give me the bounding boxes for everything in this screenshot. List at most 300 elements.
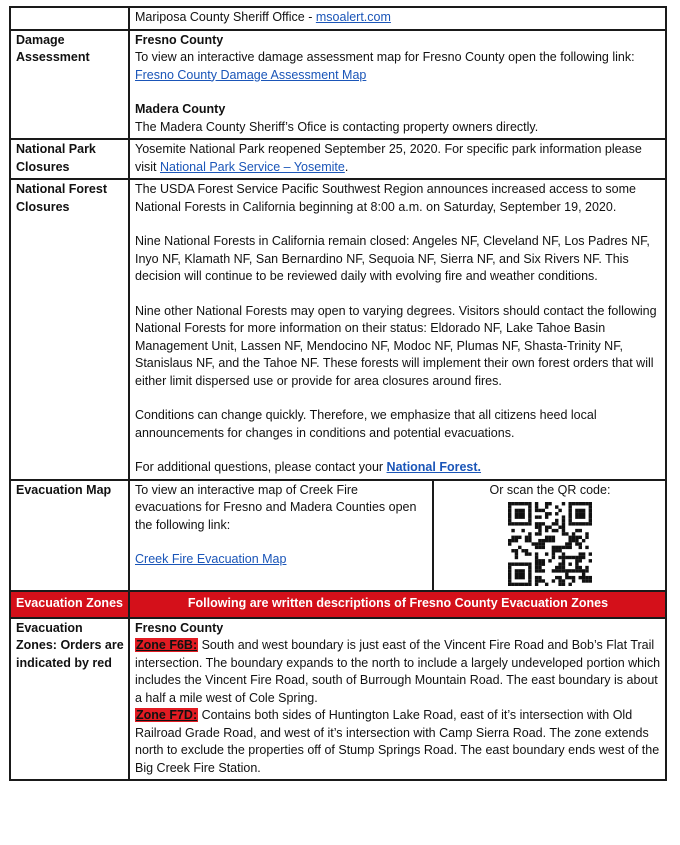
damage-assessment-label: Damage Assessment (10, 30, 129, 140)
qr-module (585, 576, 588, 579)
evacuation-map-text: To view an interactive map of Creek Fire evacuations for Fresno and Madera Counties open the following link: (135, 482, 417, 532)
qr-module (572, 579, 575, 582)
qr-module (521, 583, 524, 586)
qr-module (535, 576, 538, 579)
qr-module (511, 522, 514, 525)
qr-module (528, 532, 531, 535)
qr-module (511, 583, 514, 586)
qr-module (552, 579, 555, 582)
sheriff-text: Mariposa County Sheriff Office - (135, 10, 316, 24)
qr-module (582, 576, 585, 579)
qr-module (585, 566, 588, 569)
qr-module (562, 552, 565, 555)
forest-paragraph-3: Nine other National Forests may open to varying degrees. Visitors should contact the following National Forests for more information on their status: Eldorado NF, Lake Tahoe Basin Management Unit, Lassen NF, Mendocino NF, Modoc NF, Plumas NF, Shasta-Trinity NF, Stanislaus NF, and the Tahoe NF. These forests will implement their own forest orders that will either limit dispersed use or provide for area closures around fires. (135, 303, 657, 388)
qr-module (565, 569, 568, 572)
qr-module (538, 579, 541, 582)
qr-module (575, 569, 578, 572)
qr-module (568, 522, 571, 525)
qr-module (518, 583, 521, 586)
qr-module (521, 529, 524, 532)
qr-module (535, 566, 538, 569)
qr-module (568, 509, 571, 512)
creek-fire-map-link[interactable]: Creek Fire Evacuation Map (135, 552, 287, 566)
qr-module (535, 515, 538, 518)
fresno-county-heading: Fresno County (135, 32, 224, 47)
evacuation-zones-header-label: Evacuation Zones (10, 591, 129, 618)
qr-module (528, 536, 531, 539)
qr-module (562, 526, 565, 529)
qr-module (508, 579, 511, 582)
qr-module (575, 556, 578, 559)
qr-module (582, 556, 585, 559)
qr-module (515, 562, 518, 565)
qr-module (535, 505, 538, 508)
qr-module (555, 566, 558, 569)
qr-module (575, 539, 578, 542)
qr-module (558, 579, 561, 582)
qr-module (565, 576, 568, 579)
qr-module (535, 502, 538, 505)
qr-module (538, 522, 541, 525)
qr-module (528, 515, 531, 518)
zone-f6b-paragraph (135, 637, 661, 707)
qr-module (568, 512, 571, 515)
qr-module (568, 546, 571, 549)
qr-module (582, 512, 585, 515)
qr-module (568, 569, 571, 572)
qr-module (575, 559, 578, 562)
qr-module (545, 536, 548, 539)
qr-module (538, 539, 541, 542)
qr-module (579, 569, 582, 572)
qr-module (582, 509, 585, 512)
qr-module (542, 579, 545, 582)
qr-module (532, 542, 535, 545)
qr-module (562, 532, 565, 535)
row-sheriff-label-cell (10, 7, 129, 30)
qr-module (515, 502, 518, 505)
qr-module (558, 549, 561, 552)
fresno-damage-paragraph (135, 49, 661, 84)
national-forest-link[interactable]: National Forest. (386, 460, 482, 474)
row-national-park (10, 139, 666, 179)
evacuation-zones-header-text: Following are written descriptions of Fresno County Evacuation Zones (129, 591, 666, 618)
qr-module (518, 536, 521, 539)
qr-module (548, 512, 551, 515)
qr-module (525, 549, 528, 552)
qr-module (545, 539, 548, 542)
qr-module (568, 542, 571, 545)
qr-module (562, 546, 565, 549)
qr-module (555, 576, 558, 579)
qr-module (535, 552, 538, 555)
forest-paragraph-4: Conditions can change quickly. Therefore, we emphasize that all citizens heed local announcements for changes in conditions and potential evacuations. (135, 408, 597, 440)
row-national-forest (10, 179, 666, 480)
zone-f6b-tag[interactable]: Zone F6B: (136, 638, 198, 652)
fresno-damage-map-link[interactable]: Fresno County Damage Assessment Map (135, 67, 367, 82)
yosemite-link[interactable]: National Park Service – Yosemite (160, 159, 345, 174)
qr-module (565, 556, 568, 559)
qr-module (589, 505, 592, 508)
qr-module (585, 546, 588, 549)
qr-module (552, 522, 555, 525)
qr-module (579, 509, 582, 512)
qr-module (528, 512, 531, 515)
qr-module (562, 502, 565, 505)
qr-module (528, 539, 531, 542)
qr-module (579, 512, 582, 515)
row-sheriff-content (129, 7, 666, 30)
qr-module (545, 505, 548, 508)
qr-module (542, 562, 545, 565)
zone-f7d-tag[interactable]: Zone F7D: (136, 708, 198, 722)
qr-module (508, 542, 511, 545)
qr-module (538, 515, 541, 518)
qr-module (538, 529, 541, 532)
qr-module (518, 522, 521, 525)
qr-module (568, 536, 571, 539)
evacuation-zones-content (129, 618, 666, 781)
qr-module (558, 556, 561, 559)
qr-module (555, 546, 558, 549)
qr-module (585, 569, 588, 572)
madera-county-heading: Madera County (135, 102, 226, 116)
qr-module (511, 502, 514, 505)
qr-module (542, 546, 545, 549)
qr-module (579, 552, 582, 555)
qr-module (535, 562, 538, 565)
qr-module (528, 509, 531, 512)
qr-module (525, 583, 528, 586)
qr-module (575, 512, 578, 515)
qr-module (552, 529, 555, 532)
qr-module (518, 546, 521, 549)
qr-module (562, 519, 565, 522)
qr-module (575, 529, 578, 532)
qr-module (579, 576, 582, 579)
qr-module (562, 556, 565, 559)
qr-module (535, 546, 538, 549)
qr-module (535, 569, 538, 572)
qr-module (562, 515, 565, 518)
qr-module (565, 532, 568, 535)
qr-module (568, 519, 571, 522)
qr-module (548, 502, 551, 505)
evacuation-info-table (9, 6, 667, 781)
qr-module (579, 529, 582, 532)
qr-module (579, 542, 582, 545)
qr-module (562, 569, 565, 572)
qr-module (545, 502, 548, 505)
qr-module (552, 556, 555, 559)
qr-module (521, 573, 524, 576)
evacuation-map-content (129, 480, 433, 592)
qr-module (525, 552, 528, 555)
qr-module (525, 522, 528, 525)
qr-module (508, 505, 511, 508)
qr-module (525, 539, 528, 542)
qr-module (555, 529, 558, 532)
qr-module (568, 539, 571, 542)
qr-module (515, 576, 518, 579)
row-evacuation-zones-header (10, 591, 666, 618)
qr-module (535, 542, 538, 545)
qr-module (515, 512, 518, 515)
qr-module (568, 515, 571, 518)
national-park-period: . (344, 159, 349, 174)
qr-module (528, 552, 531, 555)
qr-module (508, 512, 511, 515)
qr-module (552, 569, 555, 572)
qr-module (568, 562, 571, 565)
qr-module (585, 579, 588, 582)
qr-module (528, 502, 531, 505)
qr-module (515, 569, 518, 572)
qr-module (508, 502, 511, 505)
qr-module (548, 536, 551, 539)
qr-code-cell (433, 480, 666, 592)
qr-module (552, 539, 555, 542)
qr-module (508, 509, 511, 512)
qr-module (579, 536, 582, 539)
qr-module (555, 522, 558, 525)
qr-module (589, 509, 592, 512)
qr-module (508, 522, 511, 525)
qr-module (528, 562, 531, 565)
national-forest-content (129, 179, 666, 480)
qr-module (572, 522, 575, 525)
qr-module (575, 502, 578, 505)
qr-module (521, 522, 524, 525)
qr-module (508, 519, 511, 522)
qr-module (589, 522, 592, 525)
qr-module (528, 505, 531, 508)
qr-module (535, 522, 538, 525)
qr-module (518, 573, 521, 576)
qr-module (555, 505, 558, 508)
qr-module (558, 509, 561, 512)
qr-module (575, 562, 578, 565)
qr-module (542, 559, 545, 562)
qr-module (538, 562, 541, 565)
qr-module (562, 529, 565, 532)
qr-module (525, 562, 528, 565)
qr-module (562, 522, 565, 525)
qr-module (579, 502, 582, 505)
qr-module (535, 583, 538, 586)
qr-module (575, 566, 578, 569)
qr-module (585, 502, 588, 505)
qr-module (562, 566, 565, 569)
qr-module (545, 526, 548, 529)
qr-module (568, 505, 571, 508)
qr-module (582, 573, 585, 576)
qr-module (515, 522, 518, 525)
qr-module (538, 532, 541, 535)
qr-code-label: Or scan the QR code: (489, 482, 611, 497)
qr-module (575, 509, 578, 512)
qr-module (555, 569, 558, 572)
qr-module (528, 522, 531, 525)
qr-module (579, 556, 582, 559)
qr-module (558, 583, 561, 586)
msoalert-link[interactable]: msoalert.com (315, 10, 391, 24)
qr-module (538, 566, 541, 569)
qr-module (585, 536, 588, 539)
qr-module (585, 522, 588, 525)
forest-paragraph-2: Nine National Forests in California remain closed: Angeles NF, Cleveland NF, Los Padres NF, Inyo NF, Klamath NF, San Bernardino NF, Sequoia NF, Sierra NF, and Six Rivers NF. This decision will continue to be reviewed daily with evolving fire and weather conditions. (135, 234, 650, 283)
qr-module (535, 526, 538, 529)
damage-assessment-content (129, 30, 666, 140)
qr-module (558, 569, 561, 572)
qr-module (589, 512, 592, 515)
qr-module (538, 546, 541, 549)
qr-module (558, 566, 561, 569)
qr-module (542, 509, 545, 512)
qr-module (511, 549, 514, 552)
qr-module (515, 515, 518, 518)
qr-module (535, 532, 538, 535)
qr-module (542, 542, 545, 545)
qr-module (535, 579, 538, 582)
qr-module (582, 539, 585, 542)
qr-module (508, 576, 511, 579)
qr-module (508, 569, 511, 572)
madera-damage-text: The Madera County Sheriff’s Ofice is contacting property owners directly. (135, 119, 539, 134)
qr-module (521, 502, 524, 505)
qr-module (585, 532, 588, 535)
qr-module (508, 583, 511, 586)
forest-paragraph-1: The USDA Forest Service Pacific Southwest Region announces increased access to some National Forests in California beginning at 8:00 a.m. on Saturday, September 19, 2020. (135, 182, 636, 214)
zone-f6b-text: South and west boundary is just east of the Vincent Fire Road and Bob’s Flat Trail intersection. The boundary expands to the north to include a largely undeveloped portion which includes the Vincent Fire Road, south of Burrough Mountain Road. The east boundary is about a half a mile west of Cole Spring. (135, 638, 661, 705)
qr-module (528, 573, 531, 576)
qr-module (589, 502, 592, 505)
qr-module (568, 556, 571, 559)
qr-module (579, 546, 582, 549)
qr-module (582, 569, 585, 572)
qr-module (528, 579, 531, 582)
qr-module (515, 573, 518, 576)
qr-module (521, 562, 524, 565)
qr-module (511, 536, 514, 539)
qr-module (511, 529, 514, 532)
qr-module (579, 522, 582, 525)
qr-module (535, 556, 538, 559)
qr-module (528, 576, 531, 579)
qr-module (572, 556, 575, 559)
qr-module (572, 532, 575, 535)
row-evacuation-zones (10, 618, 666, 781)
qr-module (508, 515, 511, 518)
qr-module (552, 549, 555, 552)
qr-module (515, 583, 518, 586)
qr-module (572, 539, 575, 542)
qr-module (511, 562, 514, 565)
qr-module (525, 502, 528, 505)
qr-module (572, 536, 575, 539)
zone-f7d-paragraph (135, 707, 661, 777)
qr-module (552, 536, 555, 539)
qr-module (589, 515, 592, 518)
fresno-damage-text: To view an interactive damage assessment map for Fresno County open the following link: (135, 50, 635, 64)
qr-module (545, 583, 548, 586)
qr-module (508, 539, 511, 542)
qr-code-icon[interactable] (508, 502, 592, 586)
qr-module (525, 536, 528, 539)
qr-module (582, 502, 585, 505)
qr-module (579, 559, 582, 562)
qr-module (568, 576, 571, 579)
qr-module (582, 515, 585, 518)
qr-module (562, 559, 565, 562)
national-park-text: Yosemite National Park reopened September 25, 2020. For specific park information please visit (135, 142, 642, 174)
qr-module (521, 512, 524, 515)
qr-module (562, 579, 565, 582)
qr-module (528, 566, 531, 569)
qr-module (518, 502, 521, 505)
qr-module (582, 522, 585, 525)
qr-module (515, 509, 518, 512)
qr-module (511, 539, 514, 542)
qr-module (545, 512, 548, 515)
qr-module (518, 509, 521, 512)
qr-module (555, 519, 558, 522)
qr-module (521, 569, 524, 572)
zones-fresno-heading: Fresno County (135, 620, 224, 635)
qr-module (589, 552, 592, 555)
qr-module (521, 549, 524, 552)
qr-module (542, 569, 545, 572)
qr-module (589, 519, 592, 522)
qr-module (535, 559, 538, 562)
qr-module (518, 569, 521, 572)
qr-module (535, 509, 538, 512)
qr-module (575, 536, 578, 539)
qr-module (562, 562, 565, 565)
row-evacuation-map (10, 480, 666, 592)
qr-module (575, 515, 578, 518)
qr-module (548, 559, 551, 562)
qr-module (515, 536, 518, 539)
evacuation-map-label: Evacuation Map (10, 480, 129, 592)
qr-module (555, 549, 558, 552)
qr-module (548, 539, 551, 542)
qr-module (562, 583, 565, 586)
national-forest-label: National Forest Closures (10, 179, 129, 480)
qr-module (538, 576, 541, 579)
qr-module (538, 559, 541, 562)
qr-module (508, 573, 511, 576)
qr-module (572, 569, 575, 572)
row-sheriff (10, 7, 666, 30)
qr-module (552, 546, 555, 549)
qr-module (558, 562, 561, 565)
qr-module (528, 519, 531, 522)
national-park-label: National Park Closures (10, 139, 129, 179)
national-park-content (129, 139, 666, 179)
qr-module (548, 526, 551, 529)
qr-module (518, 512, 521, 515)
qr-module (515, 539, 518, 542)
qr-module (545, 529, 548, 532)
qr-module (579, 566, 582, 569)
qr-module (521, 509, 524, 512)
qr-module (521, 576, 524, 579)
qr-module (515, 549, 518, 552)
qr-module (545, 552, 548, 555)
qr-module (528, 583, 531, 586)
qr-module (558, 546, 561, 549)
